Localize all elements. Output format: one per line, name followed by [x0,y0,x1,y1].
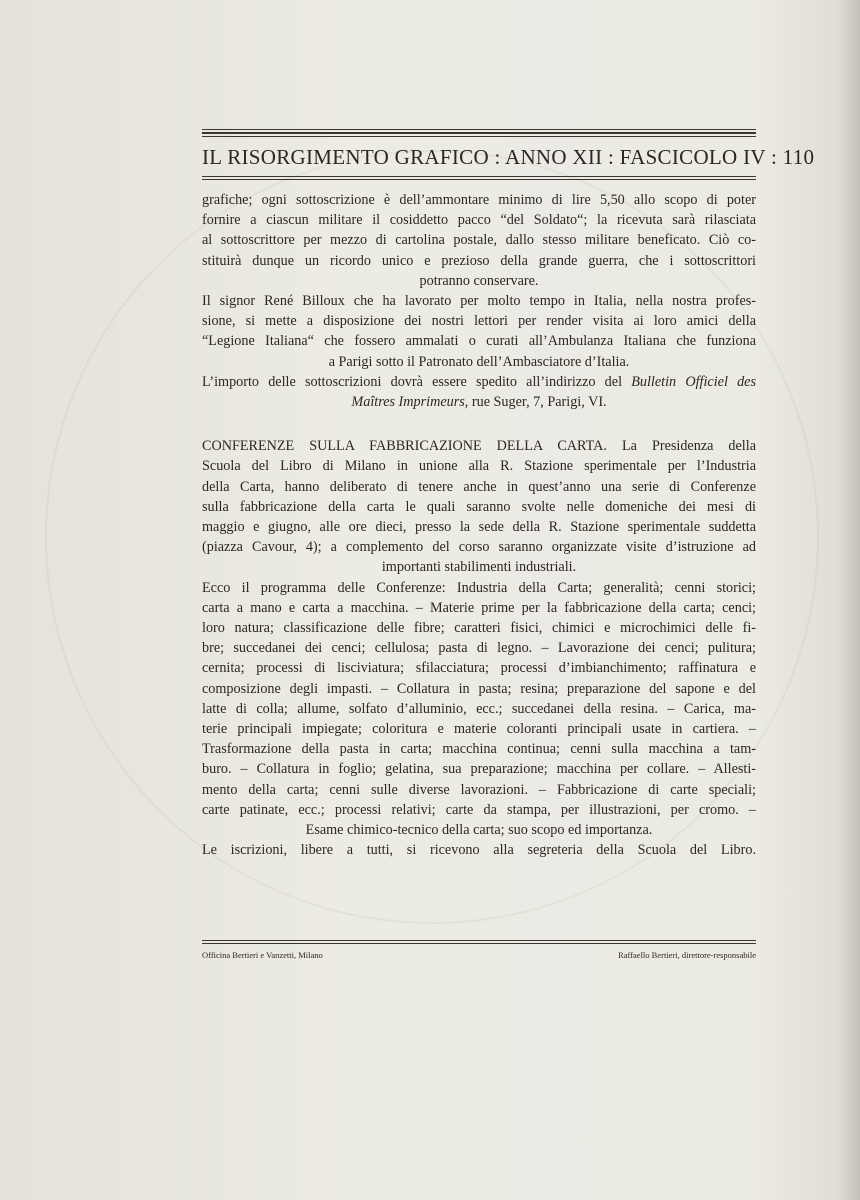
text-line: mento della carta; cenni sulle diverse lavorazioni. – Fabbricazione di carte speciali; [202,781,756,798]
text-line: della Carta, hanno deliberato di tenere anche in quest’anno una serie di Conferenze [202,478,756,495]
text-line: Il signor René Billoux che ha lavorato per molto tempo in Italia, nella nostra profes- [202,293,756,310]
text-line: Trasformazione della pasta in carta; macchina continua; cenni sulla macchina a tam- [202,741,756,758]
running-header [202,142,815,172]
conferences-paragraph-1 [202,436,756,577]
text-line: Ecco il programma delle Conferenze: Industria della Carta; generalità; cenni storici; [202,579,756,596]
header-top-rules [202,129,756,139]
colophon [202,950,756,960]
article-body [202,190,756,861]
text-line: maggio e giugno, alle ore dieci, presso la sede della R. Stazione sperimentale suddetta [202,519,756,536]
director-credit: Raffaello Bertieri, direttore-responsabile [618,950,756,960]
paragraph-1 [202,190,756,291]
text-line: Scuola del Libro di Milano in unione alla R. Stazione sperimentale per l’Industria [202,458,756,475]
conferences-paragraph-3 [202,840,756,860]
text-line: terie principali impiegate; coloritura e materie coloranti principali usate in cartiera. – [202,721,756,738]
text-line: latte di colla; allume, solfato d’alluminio, ecc.; succedanei della resina. – Carica, ma- [202,700,756,717]
text-line: loro natura; classificazione delle fibre; caratteri fisici, chimici e microchimici delle fi- [202,620,756,637]
page-edge-shadow [838,0,860,1200]
paragraph-3 [202,372,756,412]
header-bottom-rules [202,176,756,182]
text-line: (piazza Cavour, 4); a complemento del corso saranno organizzate visite d’istruzione ad [202,539,756,556]
text-line: carta a mano e carta a macchina. – Materie prime per la fabbricazione della carta; cenci; [202,599,756,616]
paragraph-2 [202,291,756,372]
text-line: bre; succedanei dei cenci; cellulosa; pasta di legno. – Lavorazione dei cenci; pulitura; [202,640,756,657]
text-line: stituirà dunque un ricordo unico e prezioso della grande guerra, che i sottoscrittori [202,252,756,269]
text-line-last: potranno conservare. [419,272,539,289]
text-line: sulla fabbricazione della carta le quali saranno svolte nelle domeniche dei mesi di [202,498,756,515]
text-line-last: Esame chimico-tecnico della carta; suo scopo ed importanza. [305,822,653,839]
text-line-last: Le iscrizioni, libere a tutti, si ricevono alla segreteria della Scuola del Libro. [202,842,756,859]
text-line: sione, si mette a disposizione dei nostri lettori per render visita ai loro amici della [202,313,756,330]
text-line: buro. – Collatura in foglio; gelatina, sua preparazione; macchina per collare. – Allesti- [202,761,756,778]
text-line: CONFERENZE SULLA FABBRICAZIONE DELLA CARTA. La Presidenza della [202,438,756,455]
text-line-last: a Parigi sotto il Patronato dell’Ambasciatore d’Italia. [328,353,630,370]
header-title: IL RISORGIMENTO GRAFICO : ANNO XII : FASCICOLO IV : 110 [202,144,815,169]
text-line: cernita; processi di lisciviatura; sfilacciatura; processi d’imbianchimento; raffinatura e [202,660,756,677]
conferences-paragraph-2 [202,578,756,841]
footer-rules [202,940,756,946]
text-line: L’importo delle sottoscrizioni dovrà essere spedito all’indirizzo del Bulletin Officiel des [202,373,756,390]
text-line: fornire a ciascun militare il cosiddetto pacco “del Soldato“; la ricevuta sarà rilasciata [202,212,756,229]
printer-credit: Officina Bertieri e Vanzetti, Milano [202,950,323,960]
text-line: al sottoscrittore per mezzo di cartolina postale, dallo stesso militare beneficato. Ciò co- [202,232,756,249]
text-line: composizione degli impasti. – Collatura in pasta; resina; preparazione del sapone e del [202,680,756,697]
text-line-last: Maîtres Imprimeurs, rue Suger, 7, Parigi, VI. [351,394,607,411]
text-line-last: importanti stabilimenti industriali. [381,559,577,576]
text-line: carte patinate, ecc.; processi relativi; carte da stampa, per illustrazioni, per cromo. – [202,801,756,818]
text-line: grafiche; ogni sottoscrizione è dell’ammontare minimo di lire 5,50 allo scopo di poter [202,192,756,208]
text-line: “Legione Italiana“ che fossero ammalati o curati all’Ambulanza Italiana che funziona [202,333,756,350]
